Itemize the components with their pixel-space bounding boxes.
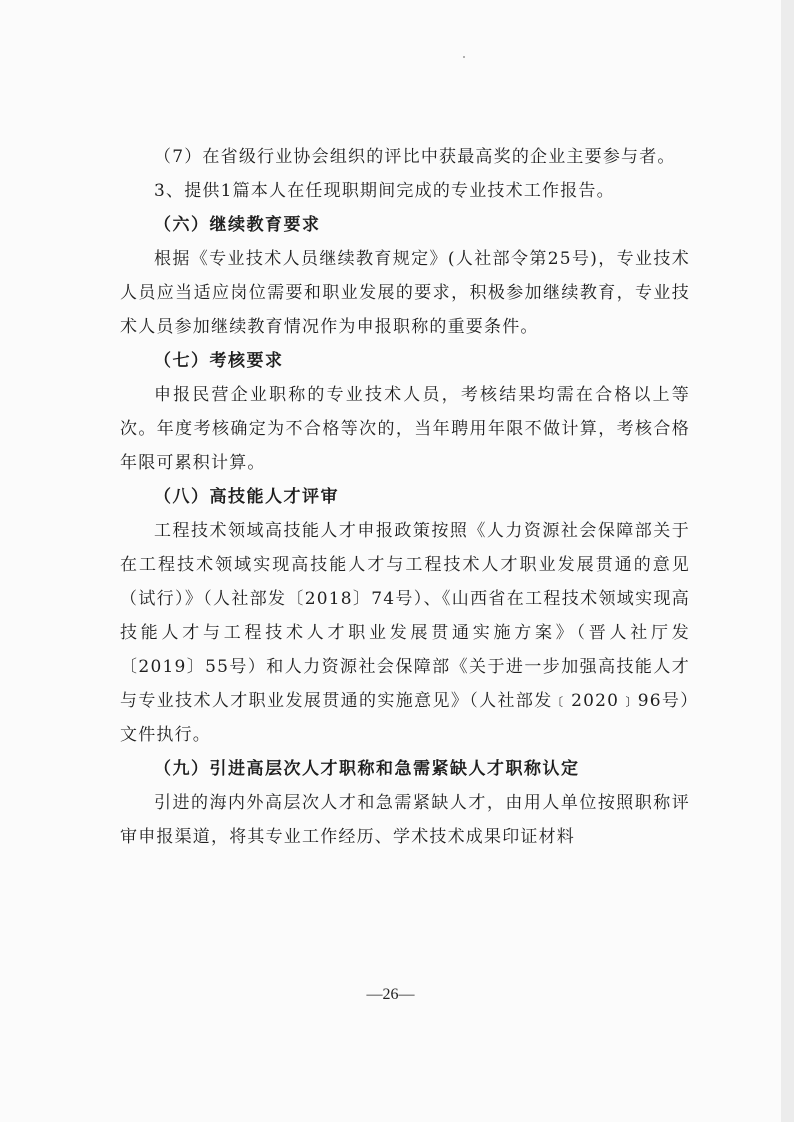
paragraph-talent-recognition: 引进的海内外高层次人才和急需紧缺人才，由用人单位按照职称评审申报渠道，将其专业工作经历、学术技术成果印证材料 xyxy=(120,793,690,847)
paragraph-item-7: （7）在省级行业协会组织的评比中获最高奖的企业主要参与者。 xyxy=(154,147,676,167)
heading-high-skill-talent: （八）高技能人才评审 xyxy=(154,487,339,507)
heading-talent-recognition: （九）引进高层次人才职称和急需紧缺人才职称认定 xyxy=(154,759,580,779)
heading-continuing-education: （六）继续教育要求 xyxy=(154,215,321,235)
document-body xyxy=(120,140,690,854)
paragraph-high-skill-talent: 工程技术领域高技能人才申报政策按照《人力资源社会保障部关于在工程技术领域实现高技能人才与工程技术人才职业发展贯通的意见（试行）》（人社部发〔2018〕74号）、《山西省在工程技术领域实现高技能人才与工程技术人才职业发展贯通实施方案》（晋人社厅发〔2019〕55号）和人力资源社会保障部《关于进一步加强高技能人才与专业技术人才职业发展贯通的实施意见》（人社部发﹝2020﹞96号）文件执行。 xyxy=(120,521,690,745)
scan-speck xyxy=(463,56,465,58)
paragraph-continuing-education: 根据《专业技术人员继续教育规定》(人社部令第25号)，专业技术人员应当适应岗位需要和职业发展的要求，积极参加继续教育，专业技术人员参加继续教育情况作为申报职称的重要条件。 xyxy=(120,249,690,337)
heading-assessment: （七）考核要求 xyxy=(154,351,284,371)
page-edge xyxy=(781,0,794,1122)
paragraph-assessment: 申报民营企业职称的专业技术人员，考核结果均需在合格以上等次。年度考核确定为不合格等次的，当年聘用年限不做计算，考核合格年限可累积计算。 xyxy=(120,385,690,473)
page-number: —26— xyxy=(366,986,415,1003)
paragraph-report-requirement: 3、提供1篇本人在任现职期间完成的专业技术工作报告。 xyxy=(154,181,615,201)
